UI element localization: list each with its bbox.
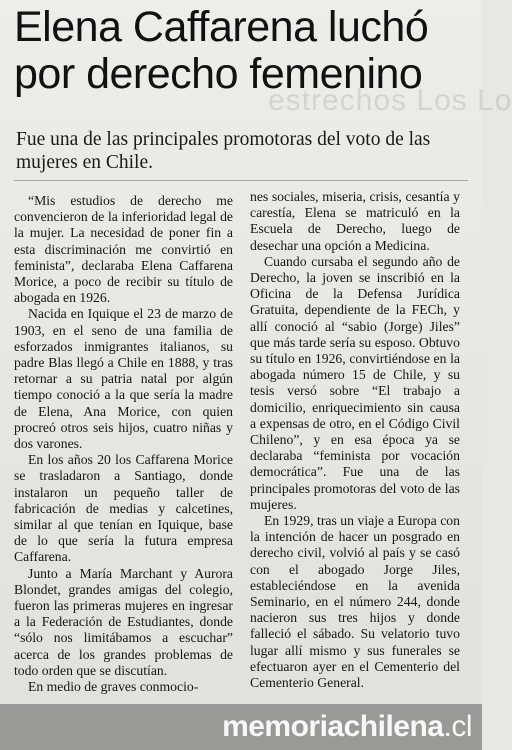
watermark-bar bbox=[0, 704, 482, 750]
article-column-left bbox=[14, 193, 233, 695]
paragraph: En medio de graves conmocio- bbox=[28, 679, 199, 695]
paragraph: Cuando cursaba el segundo año de Derecho, la joven se inscribió en la Oficina de la Defensa Jurídica Gratuita, dependiente de la FECh, y allí conoció al “sabio (Jorge) Jiles” que más tarde sería su esposo. Obtuvo su título en 1926, convirtiéndose en la abogada número 15 de Chile, y su tesis versó sobre “El trabajo a domicilio, enriquecimiento sin causa a expensas de otro, en el Código Civil Chileno”, y en esa época ya se declaraba “feminista por vocación democrática”. Fue una de las principales promotoras del voto de las mujeres. bbox=[250, 253, 460, 512]
paragraph: En los años 20 los Caffarena Morice se trasladaron a Santiago, donde instalaron un pequeño taller de fabricación de medias y calcetines, similar al que tenían en Iquique, base de lo que sería la futura empresa Caffarena. bbox=[14, 452, 233, 565]
article-headline: Elena Caffarena luchó por derecho femenino bbox=[14, 3, 429, 98]
article-subhead: Fue una de las principales promotoras del voto de las mujeres en Chile. bbox=[16, 129, 431, 173]
paragraph: “Mis estudios de derecho me convencieron de la inferioridad legal de la mujer. La necesidad de poner fin a esta discriminación me convirtió en feminista”, declaraba Elena Caffarena Morice, a poco de recibir su título de abogada en 1926. bbox=[14, 193, 233, 306]
paragraph-continued: nes sociales, miseria, crisis, cesantía y carestía, Elena se matriculó en la Escuela de Derecho, luego de desechar una opción a Medicina. bbox=[250, 189, 460, 253]
divider-line bbox=[14, 180, 468, 181]
paragraph: En 1929, tras un viaje a Europa con la intención de hacer un posgrado en derecho civil, volvió al país y se casó con el abogado Jorge Jiles, estableciéndose en la avenida Seminario, en el número 244, donde nacieron sus tres hijos y donde falleció el sábado. Su velatorio tuvo lugar allí mismo y sus funerales se efectuaron ayer en el Cementerio del Cementerio General. bbox=[250, 513, 460, 691]
paragraph: Nacida en Iquique el 23 de marzo de 1903, en el seno de una familia de esforzados inmigrantes italianos, su padre Blas llegó a Chile en 1888, y tras retornar a su patria natal por algún tiempo conoció a la que sería la madre de Elena, Ana Morice, con quien procreó otros seis hijos, cuatro niñas y dos varones. bbox=[14, 306, 233, 452]
paragraph: Junto a María Marchant y Aurora Blondet, grandes amigas del colegio, fueron las primeras mujeres en ingresar a la Federación de Estudiantes, donde “sólo nos limitábamos a escuchar” acerca de los grandes problemas de todo orden que se discutían. bbox=[14, 565, 233, 678]
watermark-brand: memoriachilena bbox=[222, 710, 444, 743]
bleed-through-text: estrechos Los Lo bbox=[268, 84, 512, 117]
article-column-right bbox=[250, 189, 460, 691]
watermark-logo bbox=[222, 710, 472, 744]
watermark-tld: .cl bbox=[443, 710, 472, 743]
